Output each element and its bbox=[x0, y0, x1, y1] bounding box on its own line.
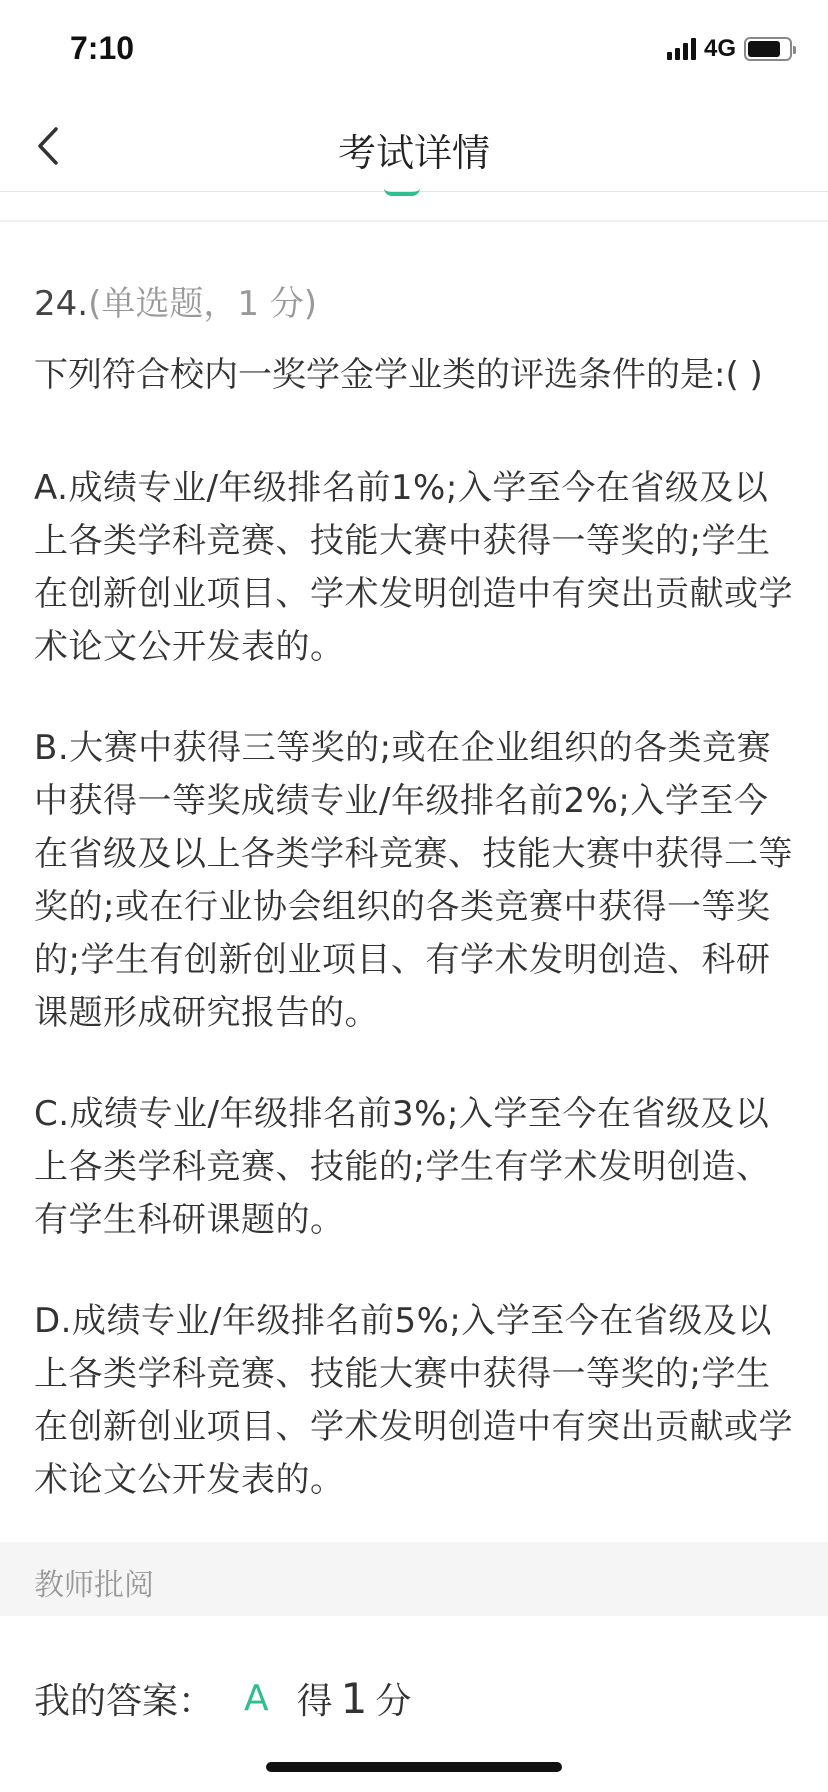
battery-icon bbox=[744, 37, 792, 61]
option-b: B.大赛中获得三等奖的;或在企业组织的各类竞赛中获得一等奖成绩专业/年级排名前2%;入学至今在省级及以上各类学科竞赛、技能大赛中获得二等奖的;或在行业协会组织的各类竞赛中获得一等奖的;学生有创新创业项目、有学术发明创造、科研课题形成研究报告的。 bbox=[34, 728, 793, 1033]
my-answer-label: 我的答案： bbox=[34, 1680, 215, 1722]
my-answer-row bbox=[34, 1668, 411, 1728]
question-stem: 下列符合校内一奖学金学业类的评选条件的是:( ) bbox=[34, 355, 763, 395]
divider bbox=[0, 220, 828, 222]
battery-level bbox=[748, 41, 780, 57]
score-suffix: 分 bbox=[375, 1680, 412, 1722]
score-prefix: 得 bbox=[296, 1680, 333, 1722]
status-bar bbox=[0, 0, 828, 100]
option-d: D.成绩专业/年级排名前5%;入学至今在省级及以上各类学科竞赛、技能大赛中获得一等奖的;学生在创新创业项目、学术发明创造中有突出贡献或学术论文公开发表的。 bbox=[34, 1301, 793, 1500]
score-value: 1 bbox=[340, 1673, 368, 1723]
option-c: C.成绩专业/年级排名前3%;入学至今在省级及以上各类学科竞赛、技能的;学生有学术发明创造、有学生科研课题的。 bbox=[34, 1094, 771, 1240]
question-header bbox=[34, 278, 794, 330]
question-meta: (单选题，1 分) bbox=[88, 284, 318, 324]
teacher-review-section bbox=[0, 1542, 828, 1616]
page-title: 考试详情 bbox=[337, 131, 490, 175]
question-number: 24. bbox=[34, 284, 89, 324]
progress-indicator-peek bbox=[384, 188, 420, 196]
teacher-review-label: 教师批阅 bbox=[34, 1568, 154, 1603]
status-indicators bbox=[667, 34, 792, 64]
signal-icon bbox=[667, 38, 696, 60]
option-a: A.成绩专业/年级排名前1%;入学至今在省级及以上各类学科竞赛、技能大赛中获得一等奖的;学生在创新创业项目、学术发明创造中有突出贡献或学术论文公开发表的。 bbox=[34, 468, 793, 667]
navigation-bar bbox=[0, 100, 828, 192]
my-answer-value: A bbox=[244, 1677, 269, 1719]
network-type: 4G bbox=[703, 35, 736, 62]
question-card bbox=[34, 278, 794, 1507]
home-indicator[interactable] bbox=[266, 1762, 562, 1772]
status-time: 7:10 bbox=[70, 30, 135, 66]
